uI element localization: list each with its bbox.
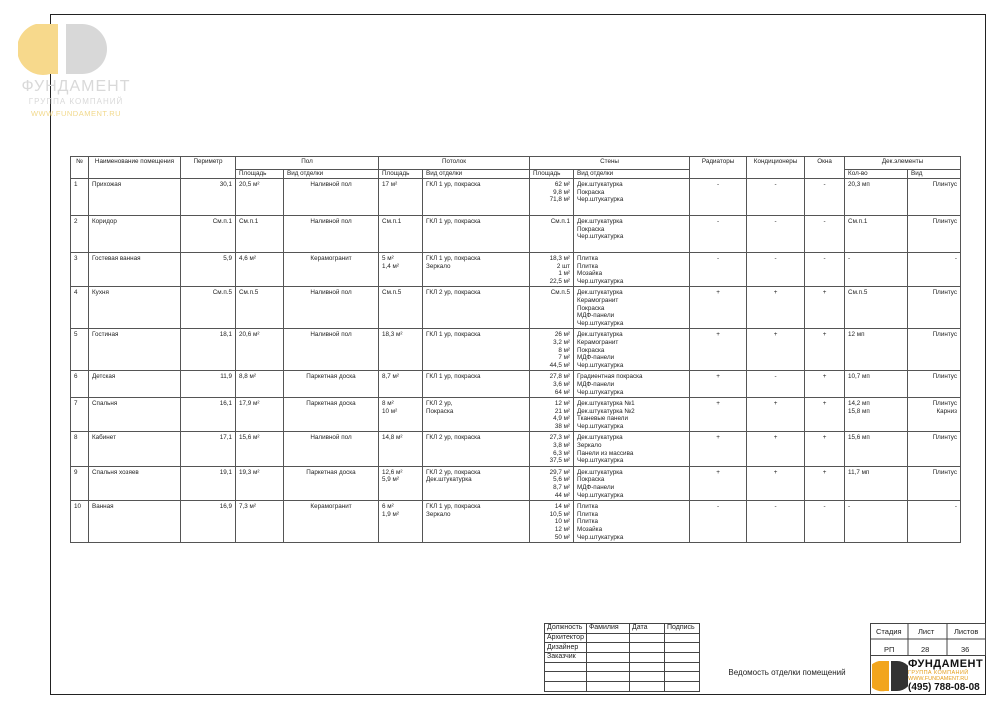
- cell-wall-area: 27,3 м² 3,8 м² 6,3 м² 37,5 м²: [530, 432, 574, 466]
- cell-room: Кухня: [89, 287, 181, 329]
- cell-ceil-area: 14,8 м²: [379, 432, 423, 466]
- table-row: [71, 371, 961, 398]
- logo-subtitle: ГРУППА КОМПАНИЙ: [28, 97, 124, 106]
- subcol-decor-type: Вид: [908, 170, 961, 179]
- cell-floor-type: Паркетная доска: [284, 466, 379, 500]
- table-row: [71, 287, 961, 329]
- cell-floor-area: См.п.5: [236, 287, 284, 329]
- cell-perim: 30,1: [181, 179, 236, 216]
- cell-perim: См.п.1: [181, 216, 236, 253]
- cell-win: +: [805, 287, 845, 329]
- cell-num: 1: [71, 179, 89, 216]
- cell-room: Гостиная: [89, 329, 181, 371]
- cell-floor-area: 15,6 м²: [236, 432, 284, 466]
- cell-rad: +: [690, 287, 747, 329]
- cell-ac: +: [747, 432, 805, 466]
- col-perimeter: Периметр: [181, 157, 236, 179]
- cell-num: 10: [71, 501, 89, 543]
- cell-ac: -: [747, 179, 805, 216]
- cell-win: +: [805, 398, 845, 432]
- cell-ceil-type: ГКЛ 2 ур, покраска: [423, 287, 530, 329]
- col-floor: Пол: [236, 157, 379, 170]
- cell-decor-qty: 15,6 мп: [845, 432, 908, 466]
- cell-floor-type: Наливной пол: [284, 287, 379, 329]
- cell-win: +: [805, 371, 845, 398]
- cell-rad: -: [690, 253, 747, 287]
- table-row: [71, 329, 961, 371]
- cell-decor-type: -: [908, 501, 961, 543]
- cell-floor-type: Паркетная доска: [284, 371, 379, 398]
- cell-wall-area: 18,3 м² 2 шт 1 м² 22,5 м²: [530, 253, 574, 287]
- cell-floor-area: См.п.1: [236, 216, 284, 253]
- cell-ac: -: [747, 501, 805, 543]
- cell-wall-area: 62 м² 9,8 м² 71,8 м²: [530, 179, 574, 216]
- stamp-role: Дизайнер: [545, 643, 587, 653]
- cell-win: +: [805, 432, 845, 466]
- cell-decor-qty: 11,7 мп: [845, 466, 908, 500]
- cell-wall-area: 29,7 м² 5,6 м² 8,7 м² 44 м²: [530, 466, 574, 500]
- cell-ceil-type: ГКЛ 1 ур, покраска: [423, 216, 530, 253]
- logo-url: WWW.FUNDAMENT.RU: [30, 109, 122, 118]
- col-windows: Окна: [805, 157, 845, 179]
- cell-wall-area: 12 м² 21 м² 4,9 м² 38 м²: [530, 398, 574, 432]
- col-decor: Дек.элементы: [845, 157, 961, 170]
- cell-wall-area: 27,8 м² 3,6 м² 64 м²: [530, 371, 574, 398]
- cell-rad: +: [690, 398, 747, 432]
- cell-rad: -: [690, 501, 747, 543]
- cell-decor-qty: 20,3 мп: [845, 179, 908, 216]
- subcol-wall-area: Площадь: [530, 170, 574, 179]
- cell-wall-type: Дек.штукатурка Керамогранит Покраска МДФ-панели Чер.штукатурка: [574, 329, 690, 371]
- title-block: [544, 623, 986, 695]
- cell-floor-type: Паркетная доска: [284, 398, 379, 432]
- cell-num: 8: [71, 432, 89, 466]
- cell-decor-qty: См.п.1: [845, 216, 908, 253]
- cell-room: Ванная: [89, 501, 181, 543]
- cell-wall-type: Дек.штукатурка Покраска МДФ-панели Чер.штукатурка: [574, 466, 690, 500]
- cell-perim: 18,1: [181, 329, 236, 371]
- cell-decor-type: Плинтус: [908, 287, 961, 329]
- cell-num: 4: [71, 287, 89, 329]
- cell-ac: +: [747, 466, 805, 500]
- col-ac: Кондиционеры: [747, 157, 805, 179]
- cell-wall-area: 14 м² 10,5 м² 10 м² 12 м² 50 м²: [530, 501, 574, 543]
- cell-room: Коридор: [89, 216, 181, 253]
- cell-ac: -: [747, 371, 805, 398]
- sheets-label: Листов: [954, 627, 979, 636]
- cell-win: +: [805, 329, 845, 371]
- table-row: [71, 179, 961, 216]
- cell-ceil-area: 6 м² 1,9 м²: [379, 501, 423, 543]
- stamp-surname-header: Фамилия: [586, 624, 629, 634]
- cell-floor-type: Наливной пол: [284, 179, 379, 216]
- cell-ceil-type: ГКЛ 2 ур, покраска Дек.штукатурка: [423, 466, 530, 500]
- approval-table: [544, 623, 700, 692]
- cell-num: 5: [71, 329, 89, 371]
- cell-decor-type: Плинтус: [908, 466, 961, 500]
- cell-wall-type: Плитка Плитка Плитка Мозайка Чер.штукатурка: [574, 501, 690, 543]
- cell-decor-qty: 10,7 мп: [845, 371, 908, 398]
- cell-win: -: [805, 216, 845, 253]
- table-row: [71, 501, 961, 543]
- cell-decor-type: -: [908, 253, 961, 287]
- cell-floor-area: 4,6 м²: [236, 253, 284, 287]
- cell-decor-type: Плинтус: [908, 216, 961, 253]
- cell-floor-area: 8,8 м²: [236, 371, 284, 398]
- stamp-date-header: Дата: [629, 624, 664, 634]
- cell-floor-area: 20,6 м²: [236, 329, 284, 371]
- cell-rad: +: [690, 371, 747, 398]
- cell-decor-type: Плинтус: [908, 329, 961, 371]
- subcol-wall-type: Вид отделки: [574, 170, 690, 179]
- cell-num: 9: [71, 466, 89, 500]
- sheet-value: 28: [921, 645, 930, 654]
- cell-wall-type: Дек.штукатурка Покраска Чер.штукатурка: [574, 179, 690, 216]
- cell-ceil-area: 5 м² 1,4 м²: [379, 253, 423, 287]
- cell-ac: +: [747, 329, 805, 371]
- table-row: [71, 398, 961, 432]
- stamp-signature-header: Подпись: [664, 624, 699, 634]
- cell-num: 2: [71, 216, 89, 253]
- cell-ceil-area: См.п.5: [379, 287, 423, 329]
- cell-room: Прихожая: [89, 179, 181, 216]
- cell-room: Спальня: [89, 398, 181, 432]
- subcol-floor-area: Площадь: [236, 170, 284, 179]
- logo-mark-icon: [18, 18, 134, 80]
- cell-rad: +: [690, 329, 747, 371]
- brand-block: [870, 656, 986, 695]
- subcol-ceil-area: Площадь: [379, 170, 423, 179]
- col-num: №: [71, 157, 89, 179]
- cell-ac: +: [747, 287, 805, 329]
- cell-decor-qty: -: [845, 253, 908, 287]
- subcol-floor-type: Вид отделки: [284, 170, 379, 179]
- cell-floor-type: Наливной пол: [284, 432, 379, 466]
- finishing-schedule-table: [70, 156, 961, 543]
- subcol-decor-qty: Кол-во: [845, 170, 908, 179]
- cell-win: +: [805, 466, 845, 500]
- cell-floor-area: 17,9 м²: [236, 398, 284, 432]
- cell-num: 6: [71, 371, 89, 398]
- cell-decor-qty: 12 мп: [845, 329, 908, 371]
- cell-decor-qty: 14,2 мп 15,8 мп: [845, 398, 908, 432]
- document-title-cell: [704, 623, 871, 695]
- document-title: Ведомость отделки помещений: [728, 668, 846, 677]
- table-row: [71, 253, 961, 287]
- sheet-label: Лист: [918, 627, 935, 636]
- table-row: [71, 466, 961, 500]
- cell-wall-type: Дек.штукатурка Зеркало Панели из массива Чер.штукатурка: [574, 432, 690, 466]
- table-row: [71, 432, 961, 466]
- brand-logo-icon: [872, 658, 908, 694]
- cell-perim: 16,9: [181, 501, 236, 543]
- table-row: [71, 216, 961, 253]
- cell-floor-area: 7,3 м²: [236, 501, 284, 543]
- company-logo: [18, 18, 134, 118]
- cell-room: Спальня хозяев: [89, 466, 181, 500]
- stamp-role: Архитектор: [545, 633, 587, 643]
- cell-ceil-area: 12,6 м² 5,9 м²: [379, 466, 423, 500]
- col-walls: Стены: [530, 157, 690, 170]
- cell-rad: +: [690, 466, 747, 500]
- cell-room: Кабинет: [89, 432, 181, 466]
- cell-ceil-type: ГКЛ 1 ур, покраска Зеркало: [423, 253, 530, 287]
- cell-num: 7: [71, 398, 89, 432]
- stamp-role: Заказчик: [545, 653, 587, 663]
- cell-floor-type: Наливной пол: [284, 329, 379, 371]
- col-room: Наименование помещения: [89, 157, 181, 179]
- cell-perim: 19,1: [181, 466, 236, 500]
- cell-decor-type: Плинтус: [908, 179, 961, 216]
- cell-floor-type: Керамогранит: [284, 501, 379, 543]
- cell-wall-type: Дек.штукатурка Покраска Чер.штукатурка: [574, 216, 690, 253]
- cell-rad: -: [690, 216, 747, 253]
- cell-win: -: [805, 253, 845, 287]
- cell-decor-type: Плинтус: [908, 432, 961, 466]
- cell-ceil-type: ГКЛ 1 ур, покраска: [423, 371, 530, 398]
- col-radiators: Радиаторы: [690, 157, 747, 179]
- cell-perim: 16,1: [181, 398, 236, 432]
- cell-wall-type: Дек.штукатурка №1 Дек.штукатурка №2 Тканевые панели Чер.штукатурка: [574, 398, 690, 432]
- brand-name: ФУНДАМЕНТ: [908, 658, 984, 670]
- cell-ceil-type: ГКЛ 2 ур, покраска: [423, 432, 530, 466]
- stage-value: РП: [884, 645, 895, 654]
- cell-rad: +: [690, 432, 747, 466]
- cell-ceil-type: ГКЛ 1 ур, покраска Зеркало: [423, 501, 530, 543]
- cell-decor-qty: См.п.5: [845, 287, 908, 329]
- cell-floor-type: Керамогранит: [284, 253, 379, 287]
- col-ceiling: Потолок: [379, 157, 530, 170]
- cell-ceil-area: 17 м²: [379, 179, 423, 216]
- cell-room: Гостевая ванная: [89, 253, 181, 287]
- cell-ceil-type: ГКЛ 1 ур, покраска: [423, 179, 530, 216]
- cell-ac: -: [747, 216, 805, 253]
- cell-ceil-area: 8,7 м²: [379, 371, 423, 398]
- cell-ceil-area: 8 м² 10 м²: [379, 398, 423, 432]
- cell-ceil-type: ГКЛ 1 ур, покраска: [423, 329, 530, 371]
- cell-ac: +: [747, 398, 805, 432]
- cell-floor-area: 20,5 м²: [236, 179, 284, 216]
- cell-wall-type: Плитка Плитка Мозайка Чер.штукатурка: [574, 253, 690, 287]
- cell-decor-qty: -: [845, 501, 908, 543]
- sheets-value: 36: [961, 645, 970, 654]
- logo-name: ФУНДАМЕНТ: [21, 78, 131, 95]
- cell-num: 3: [71, 253, 89, 287]
- cell-wall-area: См.п.1: [530, 216, 574, 253]
- cell-ceil-area: См.п.1: [379, 216, 423, 253]
- cell-perim: 11,9: [181, 371, 236, 398]
- cell-perim: См.п.5: [181, 287, 236, 329]
- cell-room: Детская: [89, 371, 181, 398]
- cell-floor-area: 19,3 м²: [236, 466, 284, 500]
- cell-rad: -: [690, 179, 747, 216]
- cell-decor-type: Плинтус: [908, 371, 961, 398]
- cell-wall-area: 26 м² 3,2 м² 8 м² 7 м² 44,5 м²: [530, 329, 574, 371]
- cell-wall-type: Дек.штукатурка Керамогранит Покраска МДФ-панели Чер.штукатурка: [574, 287, 690, 329]
- cell-floor-type: Наливной пол: [284, 216, 379, 253]
- cell-decor-type: Плинтус Карниз: [908, 398, 961, 432]
- cell-ceil-area: 18,3 м²: [379, 329, 423, 371]
- brand-subtitle: ГРУППА КОМПАНИЙ: [908, 670, 969, 676]
- cell-win: -: [805, 179, 845, 216]
- cell-wall-area: См.п.5: [530, 287, 574, 329]
- subcol-ceil-type: Вид отделки: [423, 170, 530, 179]
- brand-phone: (495) 788-08-08: [908, 682, 980, 693]
- stamp-position-header: Должность: [545, 624, 587, 634]
- cell-perim: 5,9: [181, 253, 236, 287]
- cell-win: -: [805, 501, 845, 543]
- cell-ceil-type: ГКЛ 2 ур, Покраска: [423, 398, 530, 432]
- cell-perim: 17,1: [181, 432, 236, 466]
- brand-url: WWW.FUNDAMENT.RU: [908, 676, 969, 682]
- table-body: [71, 179, 961, 543]
- stage-label: Стадия: [876, 627, 902, 636]
- cell-ac: -: [747, 253, 805, 287]
- cell-wall-type: Градиентная покраска МДФ-панели Чер.штукатурка: [574, 371, 690, 398]
